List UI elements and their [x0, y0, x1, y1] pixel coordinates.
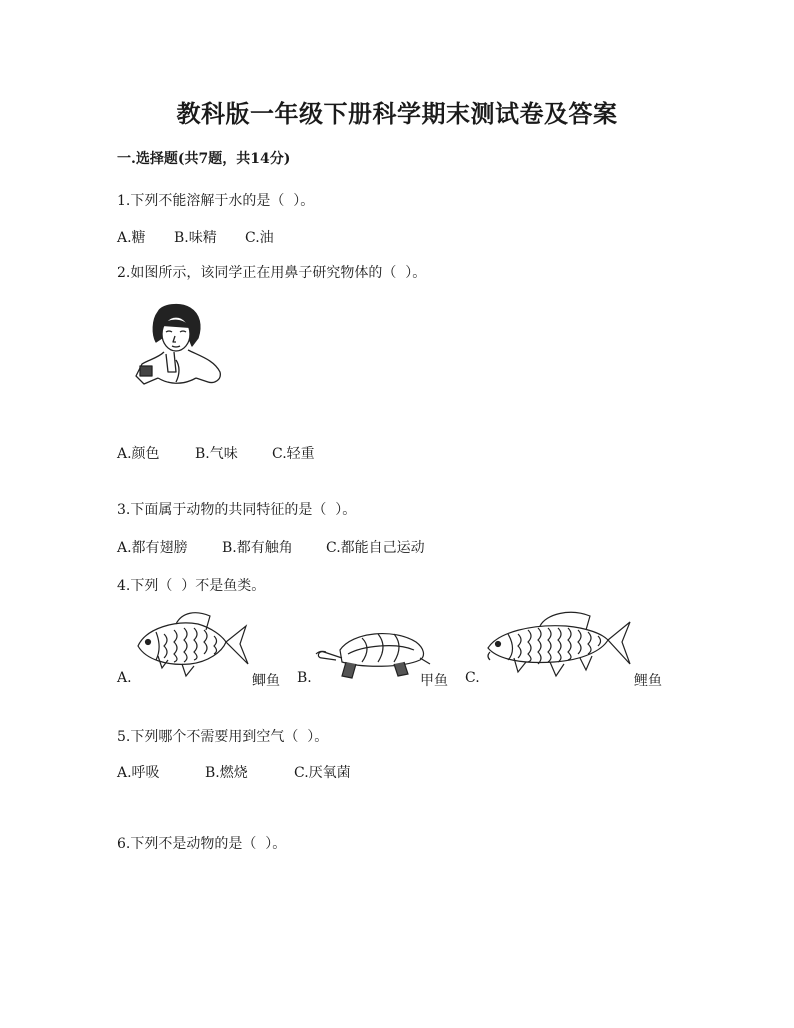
option-a: A.颜色 — [117, 446, 160, 462]
girl-smelling-illustration — [118, 298, 228, 398]
question-5: 5.下列哪个不需要用到空气（ ）。 — [117, 729, 329, 745]
animal-label-a: 鲫鱼 — [252, 673, 280, 689]
option-b: B.味精 — [174, 230, 217, 246]
question-2: 2.如图所示，该同学正在用鼻子研究物体的（ ）。 — [117, 265, 427, 281]
page-title: 教科版一年级下册科学期末测试卷及答案 — [176, 99, 618, 128]
question-6: 6.下列不是动物的是（ ）。 — [117, 836, 287, 852]
option-b: B.燃烧 — [205, 765, 248, 781]
option-b: B.气味 — [195, 446, 238, 462]
option-a: A.糖 — [117, 230, 146, 246]
soft-shelled-turtle-illustration — [312, 624, 432, 684]
question-1-options — [117, 227, 274, 247]
animal-label-b: 甲鱼 — [420, 673, 448, 689]
common-carp-illustration — [484, 608, 634, 680]
question-1: 1.下列不能溶解于水的是（ ）。 — [117, 193, 315, 209]
question-4: 4.下列（ ）不是鱼类。 — [117, 578, 266, 594]
option-c: C.厌氧菌 — [294, 765, 351, 781]
option-c: C.油 — [245, 230, 274, 246]
question-5-options — [117, 762, 351, 782]
question-3: 3.下面属于动物的共同特征的是（ ）。 — [117, 502, 357, 518]
option-b: B. — [297, 670, 312, 686]
question-3-options — [117, 537, 425, 557]
option-b: B.都有触角 — [222, 540, 293, 556]
question-2-options — [117, 443, 315, 463]
animal-label-c: 鲤鱼 — [634, 673, 662, 689]
option-a: A.都有翅膀 — [117, 540, 188, 556]
option-c: C.都能自己运动 — [326, 540, 425, 556]
option-a: A.呼吸 — [117, 765, 160, 781]
section-heading: 一.选择题(共7题，共14分) — [117, 151, 291, 167]
option-a: A. — [117, 670, 132, 686]
option-c: C. — [465, 670, 480, 686]
crucian-carp-illustration — [132, 608, 250, 680]
option-c: C.轻重 — [272, 446, 315, 462]
